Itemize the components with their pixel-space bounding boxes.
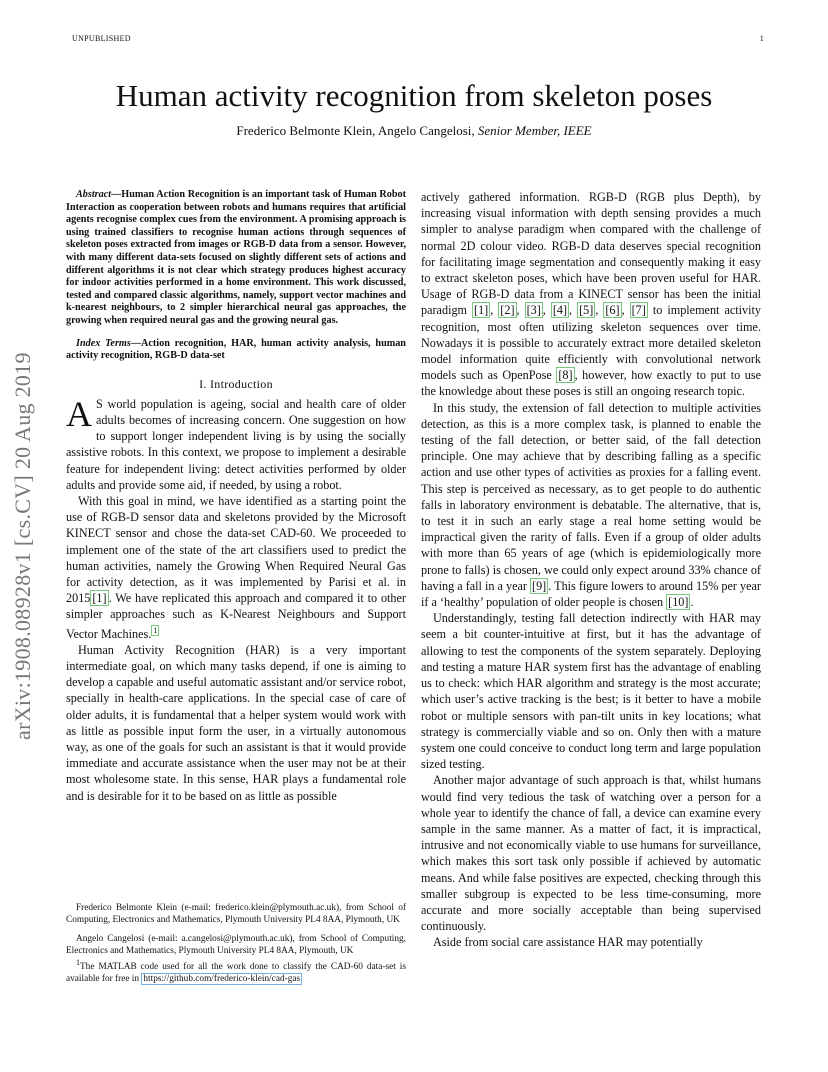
author-role: Senior Member, IEEE	[477, 123, 592, 138]
citation-link[interactable]: [1]	[92, 591, 107, 606]
citation-link[interactable]: [3]	[526, 303, 541, 318]
section-heading: I. Introduction	[199, 376, 273, 391]
citation-link[interactable]: [6]	[605, 303, 620, 318]
citation-link[interactable]: [8]	[558, 368, 573, 383]
footnote-mark: 1	[76, 958, 80, 968]
right-paragraph-1: actively gathered information. RGB-D (RGB plus Depth), by increasing visual information with depth sensing provides a much simpler to analyse paradigm when compared with the challenge of normal 2D colour video. RGB-D data deserves special recognition for facilitating image segmentation and consequently making it easy to extract skeleton poses, which have been proven useful for HAR. Usage of RGB-D data from a KINECT sensor has been the initial paradigm [1] , [2] , [3] , [4] , [5] , [6] , [7] to implement activity recognition, most often utilizing skeleton sequences over time. Nowadays it is possible to accurately extract more detailed skeleton model information quite efficiently with convolutional network models such as OpenPose [8] , however, how exactly to put to use the knowledge about these poses is still an ongoing research topic.	[421, 190, 761, 399]
right-paragraph-3: Understandingly, testing fall detection indirectly with HAR may seem a bit counter-intuitive at first, but it has the advantage of allowing to test the components of the system separately. Deploying and testing a mature HAR system first has the advantage of enabling us to check: which HAR algorithm and strategy is the most accurate; which user’s active tracking is the best; is it better to have a mobile robot or multiple sensors with pan-tilt units in key locations; what strategy is commercially viable and so on. Only then with a mature system one could conceive to conduct long term and large population sized testing.	[421, 611, 761, 772]
paper-title: Human activity recognition from skeleton poses	[115, 78, 713, 113]
right-paragraph-2-text-c: .	[690, 595, 694, 610]
right-paragraph-1-text-a: actively gathered information. RGB-D (RGB plus Depth), by increasing visual information with depth sensing provides a much simpler to analyse paradigm when compared with the challenge of normal 2D colour video. RGB-D data deserves special recognition for facilitating image segmentation and consequently making it easy to extract skeleton poses, which have been proven useful for HAR. Usage of RGB-D data from a KINECT sensor has been the initial paradigm	[421, 190, 761, 318]
right-paragraph-2-text-b: . This figure lowers to around 15% per year if a ‘healthy’ population of older people is chosen	[421, 578, 761, 610]
right-paragraph-1-text-c: , however, how exactly to put to use the knowledge about these poses is still an ongoing research topic.	[421, 368, 761, 399]
citation-link[interactable]: [4]	[552, 303, 568, 318]
footnote-code	[66, 957, 406, 985]
citation-link[interactable]: [9]	[532, 578, 547, 593]
footnote-marker-link[interactable]: 1	[153, 625, 158, 635]
citation-link[interactable]: [7]	[631, 303, 646, 318]
abstract	[66, 189, 406, 328]
intro-paragraph-2-text-b: . We have replicated this approach and compared it to other simpler approaches such as K-Nearest Neighbours and Support Vector Machines.	[66, 591, 406, 641]
github-link[interactable]: https://github.com/frederico-klein/cad-gas	[143, 974, 301, 985]
abstract-text: —Human Action Recognition is an important task of Human Robot Interaction as cooperation between robots and humans requires that artificial agents recognise complex cues from the environment. A promising approach is using trained classifiers to recognise human actions through sequences of skeleton poses extracted from images or RGB-D data from a sensor. However, with many different data-sets focused on slightly different sets of actions and different algorithms it is not clear which strategy produces highest accuracy for indoor activities performed in a home environment. This work discussed, tested and compared classic algorithms, namely, support vector machines and k-nearest neighbours, to 2 simpler hierarchical neural gas approaches, the growing when required neural gas and the growing neural gas.	[66, 189, 406, 326]
footnote-author-1: Frederico Belmonte Klein (e-mail: frederico.klein@plymouth.ac.uk), from School of Computing, Electronics and Mathematics, Plymouth University PL4 8AA, Plymouth, UK	[66, 903, 406, 925]
footnote-code-text: The MATLAB code used for all the work done to classify the CAD-60 data-set is available for free in	[66, 962, 406, 985]
running-head: UNPUBLISHED	[72, 34, 131, 43]
intro-paragraph-1	[66, 393, 406, 493]
footnotes	[66, 903, 406, 986]
index-terms-text: —Action recognition, HAR, human activity analysis, human activity recognition, RGB-D data-set	[66, 337, 406, 362]
author-names: Frederico Belmonte Klein, Angelo Cangelosi,	[236, 123, 475, 138]
citation-link[interactable]: [1]	[474, 303, 489, 318]
index-terms-label: Index Terms	[76, 337, 131, 349]
right-paragraph-5: Aside from social care assistance HAR may potentially	[433, 935, 703, 950]
index-terms	[66, 338, 406, 363]
abstract-label: Abstract	[76, 189, 112, 200]
citation-link[interactable]: [10]	[668, 595, 689, 610]
right-paragraph-2-text-a: In this study, the extension of fall detection to multiple activities detection, as this is a more complex task, is planned to enable the testing of the fall detection, or better said, of the fall detection principle. One may achieve that by describing falling as a specific action and use other types of activities as proxies for a falling event. This step is perceived as necessary, as to get people to do authentic falls in laboratory environment is debatable. The alternative, that is, to test it in such an early stage a real home setting would be impractical given the rarity of falls. Even if a group of older adults with more than 65 years of age (which is epidemiologically more prone to falls) is chosen, we could only expect around 33% chance of having a fall in a year	[421, 400, 761, 593]
citation-link[interactable]: [5]	[579, 303, 594, 318]
intro-paragraph-1-text: S world population is ageing, social and health care of older adults becomes of increasing concern. One suggestion on how to support longer independent living is by using the socially assistive robots. In this context, we propose to implement a desirable feature for independent living: detect activities performed by older adults and provide some aid, if needed, by using a robot.	[66, 396, 406, 492]
intro-paragraph-2	[66, 493, 406, 642]
right-paragraph-4: Another major advantage of such approach is that, whilst humans would find very tedious the task of watching over a person for a whole year to identify the chance of fall, a device can examine every sample in the same manner. As a matter of fact, it is impractical, intrusive and not economically viable to use humans for surveillance, which makes this sort task only possible if achieved by automatic means. And while false positives are expected, checking through this smaller subgroup is expected to be less time-consuming, more accurate and more socially acceptable than being supervised continuously.	[421, 773, 761, 934]
left-column	[66, 189, 406, 804]
page-number: 1	[759, 34, 764, 43]
citation-link[interactable]: [2]	[500, 303, 515, 318]
arxiv-stamp-text: arXiv:1908.08928v1 [cs.CV] 20 Aug 2019	[10, 352, 35, 740]
right-paragraph-2	[421, 400, 761, 611]
intro-paragraph-2-text-a: With this goal in mind, we have identified as a starting point the use of RGB-D sensor data and skeletons provided by the Microsoft KINECT sensor and chose the data-set CAD-60. We proceeded to implement one of the state of the art classifiers used to predict the human activities, namely the Growing When Required Neural Gas for activity detection, as it was implemented by Parisi et al. in 2015	[66, 493, 406, 606]
right-column	[421, 189, 761, 951]
intro-paragraph-3: Human Activity Recognition (HAR) is a very important intermediate goal, on which many tasks depend, if one is aiming to develop a capable and useful automatic assistant and/or service robot, specially in health-care applications. In the special case of care of older adults, it is fundamental that a helper system would work with as little as possible input form the user, in a virtually autonomous way, as one of the goals for such an assistant is that it would provide immediate and accurate assistance when the user may not be at their most wholesome state. In this sense, HAR plays a fundamental role and is desirable for it to be based on as little as possible	[66, 642, 406, 803]
footnote-author-2: Angelo Cangelosi (e-mail: a.cangelosi@plymouth.ac.uk), from School of Computing, Electronics and Mathematics, Plymouth University PL4 8AA, Plymouth, UK	[66, 934, 406, 956]
drop-cap: A	[66, 393, 92, 434]
author-line	[0, 123, 828, 139]
right-paragraph-1-text-b: to implement activity recognition, most often utilizing skeleton sequences over time. Nowadays it is possible to accurately extract more detailed skeleton model information quite efficiently with convolutional network models such as OpenPose	[421, 303, 761, 383]
